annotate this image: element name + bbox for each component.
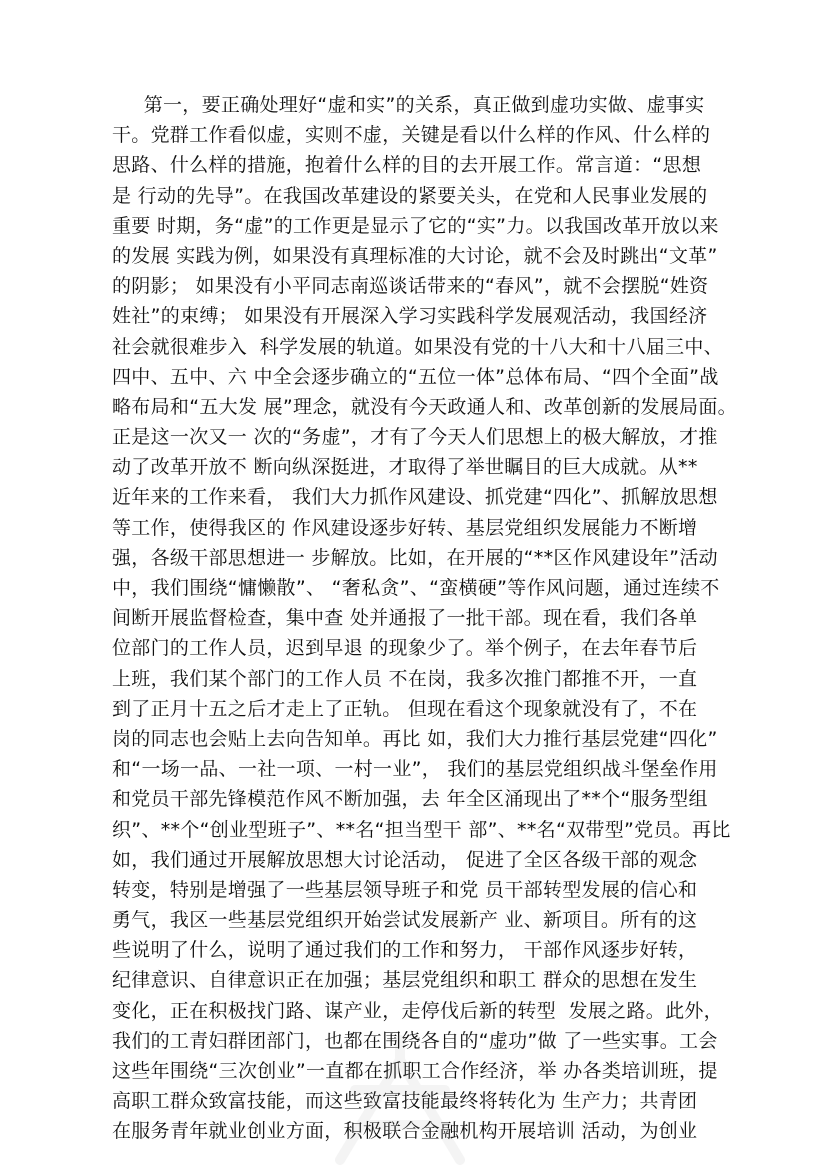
text-line: 纪律意识、自律意识正在加强；基层党组织和职工 群众的思想在发生 bbox=[112, 969, 698, 992]
text-line: 是 行动的先导”。在我国改革建设的紧要关头，在党和人民事业发展的 bbox=[112, 184, 708, 207]
text-line: 位部门的工作人员，迟到早退 的现象少了。举个例子，在去年春节后 bbox=[112, 637, 698, 660]
text-line: 略布局和“五大发 展”理念，就没有今天政通人和、改革创新的发展局面。 bbox=[112, 395, 737, 418]
text-line: 高职工群众致富技能，而这些致富技能最终将转化为 生产力；共青团 bbox=[112, 1090, 698, 1113]
text-line: 些说明了什么，说明了通过我们的工作和努力， 干部作风逐步好转， bbox=[112, 939, 698, 962]
text-line: 和“一场一品、一社一项、一村一业”， 我们的基层党组织战斗堡垒作用 bbox=[112, 758, 718, 781]
text-line: 的发展 实践为例，如果没有真理标准的大讨论，就不会及时跳出“文革” bbox=[112, 244, 718, 267]
text-line: 织”、**个“创业型班子”、**名“担当型干 部”、**名“双带型”党员。再比 bbox=[112, 818, 731, 841]
text-line: 第一，要正确处理好“虚和实”的关系，真正做到虚功实做、虚事实 bbox=[112, 94, 705, 116]
text-line: 岗的同志也会贴上去向告知单。再比 如，我们大力推行基层党建“四化” bbox=[112, 727, 718, 750]
text-line: 勇气，我区一些基层党组织开始尝试发展新产 业、新项目。所有的这 bbox=[112, 909, 698, 932]
text-line: 姓社”的束缚； 如果没有开展深入学习实践科学发展观活动，我国经济 bbox=[112, 305, 708, 328]
text-line: 社会就很难步入 科学发展的轨道。如果没有党的十八大和十八届三中、 bbox=[112, 335, 723, 358]
text-line: 和党员干部先锋模范作风不断加强，去 年全区涌现出了**个“服务型组 bbox=[112, 788, 708, 811]
body-text bbox=[112, 90, 752, 1147]
text-line: 上班，我们某个部门的工作人员 不在岗，我多次推门都推不开，一直 bbox=[112, 667, 698, 690]
text-line: 重要 时期，务“虚”的工作更是显示了它的“实”力。以我国改革开放以来 bbox=[112, 214, 719, 237]
text-line: 中，我们围绕“慵懒散”、 “奢私贪”、“蛮横硬”等作风问题，通过连续不 bbox=[112, 577, 720, 599]
text-line: 四中、五中、六 中全会逐步确立的“五位一体”总体布局、“四个全面”战 bbox=[112, 365, 719, 388]
text-line: 动了改革开放不 断向纵深挺进，才取得了举世瞩目的巨大成就。从** bbox=[112, 456, 698, 479]
text-line: 到了正月十五之后才走上了正轨。 但现在看这个现象就没有了，不在 bbox=[112, 697, 698, 720]
text-line: 强，各级干部思想进一 步解放。比如，在开展的“**区作风建设年”活动 bbox=[112, 546, 718, 569]
text-line: 正是这一次又一 次的“务虚”，才有了今天人们思想上的极大解放，才推 bbox=[112, 426, 718, 449]
text-line: 如，我们通过开展解放思想大讨论活动， 促进了全区各级干部的观念 bbox=[112, 848, 698, 871]
text-line: 间断开展监督检查，集中查 处并通报了一批干部。现在看，我们各单 bbox=[112, 607, 698, 630]
text-line: 我们的工青妇群团部门，也都在围绕各自的“虚功”做 了一些实事。工会 bbox=[112, 1029, 718, 1052]
text-line: 等工作，使得我区的 作风建设逐步好转、基层党组织发展能力不断增 bbox=[112, 516, 698, 539]
text-line: 的阴影； 如果没有小平同志南巡谈话带来的“春风”，就不会摆脱“姓资 bbox=[112, 275, 709, 298]
text-line: 近年来的工作来看， 我们大力抓作风建设、抓党建“四化”、抓解放思想 bbox=[112, 486, 718, 509]
text-line: 干。党群工作看似虚，实则不虚，关键是看以什么样的作风、什么样的 bbox=[112, 124, 711, 147]
text-line: 这些年围绕“三次创业”一直都在抓职工合作经济，举 办各类培训班，提 bbox=[112, 1060, 718, 1082]
watermark-logo-icon bbox=[300, 1030, 500, 1170]
text-line: 转变，特别是增强了一些基层领导班子和党 员干部转型发展的信心和 bbox=[112, 878, 698, 901]
text-line: 思路、什么样的措施，抱着什么样的目的去开展工作。常言道：“思想 bbox=[112, 154, 702, 177]
text-line: 变化，正在积极找门路、谋产业，走停伐后新的转型 发展之路。此外， bbox=[112, 999, 723, 1022]
text-line: 在服务青年就业创业方面，积极联合金融机构开展培训 活动，为创业 bbox=[112, 1120, 698, 1143]
